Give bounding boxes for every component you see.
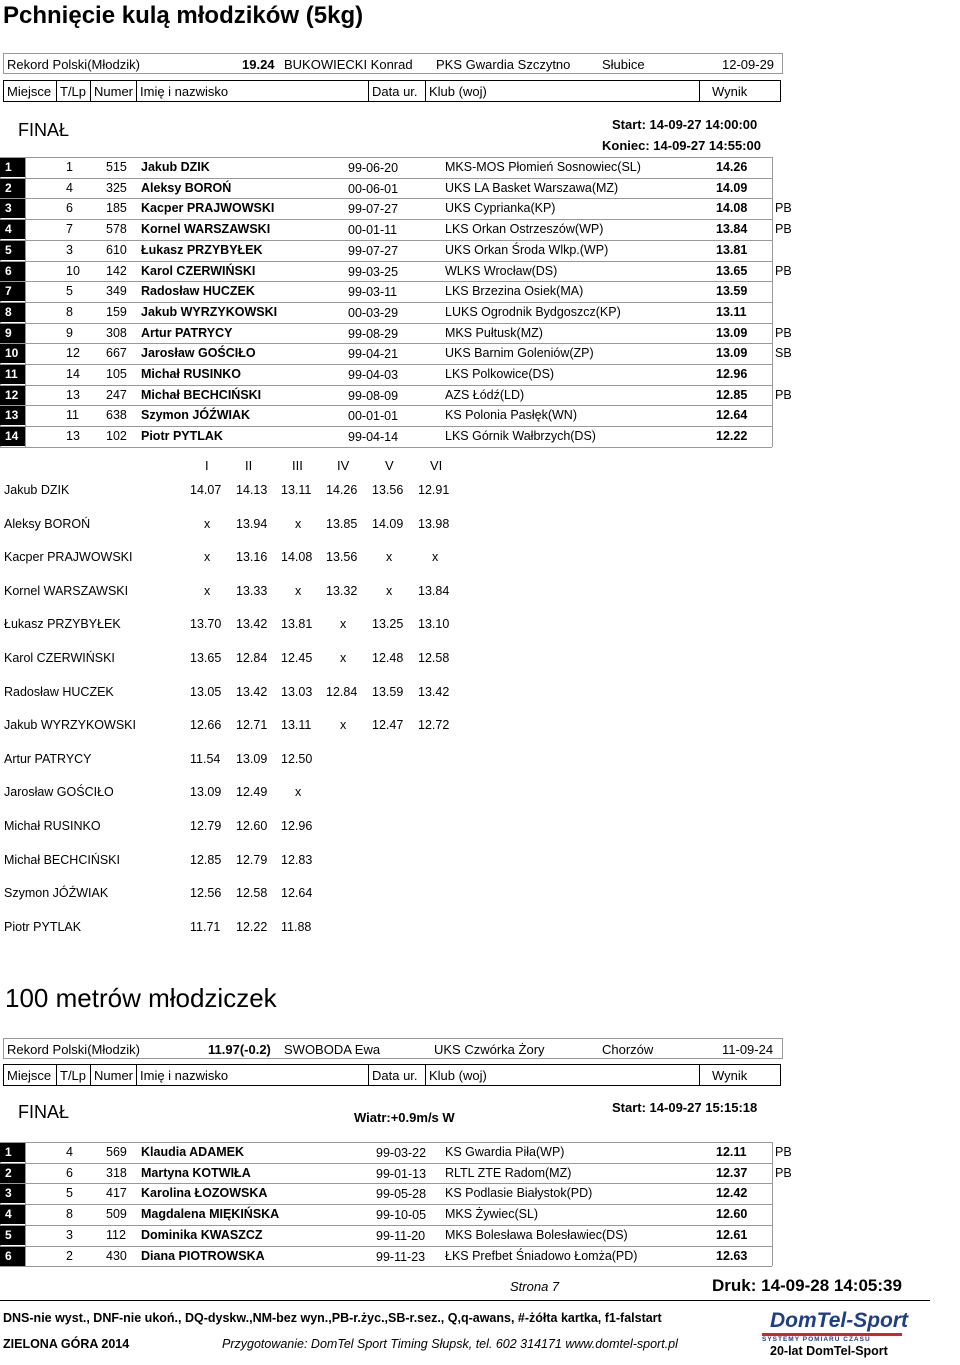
bib-number-cell: 509	[106, 1207, 127, 1222]
attempt-header: II	[245, 458, 253, 473]
page-number: Strona 7	[510, 1279, 560, 1294]
attempt-value: 13.85	[326, 516, 358, 531]
bib-number-cell: 667	[106, 346, 127, 361]
club-cell: KS Polonia Pasłęk(WN)	[445, 408, 577, 423]
birth-date-cell: 00-01-11	[348, 223, 398, 238]
attempt-athlete-name: Jakub WYRZYKOWSKI	[4, 718, 136, 733]
lane-cell: 7	[66, 222, 73, 237]
result-cell: 13.65	[716, 263, 748, 278]
record-label: Rekord Polski(Młodzik)	[7, 1042, 140, 1057]
athlete-name-cell: Michał RUSINKO	[141, 367, 242, 381]
attempt-value: 12.79	[236, 852, 268, 867]
bib-number-cell: 610	[106, 242, 127, 257]
logo-tagline: 20-lat DomTel-Sport	[770, 1344, 888, 1358]
attempt-athlete-name: Kacper PRAJWOWSKI	[4, 550, 133, 565]
place-cell: 5	[0, 241, 25, 260]
section2-title: 100 metrów młodziczek	[5, 983, 277, 1013]
athlete-name-cell: Kornel WARSZAWSKI	[141, 222, 271, 237]
record-holder: SWOBODA Ewa	[284, 1042, 381, 1057]
result-cell: 12.63	[716, 1248, 748, 1263]
attempt-value: 13.09	[236, 751, 268, 766]
athlete-name-cell: Kacper PRAJWOWSKI	[141, 201, 275, 216]
birth-date-cell: 99-07-27	[348, 243, 399, 258]
bib-number-cell: 102	[106, 429, 127, 444]
bib-number-cell: 159	[106, 304, 127, 319]
attempt-value: x	[340, 651, 347, 665]
result-cell: 12.96	[716, 367, 748, 381]
athlete-name-cell: Szymon JÓŹWIAK	[141, 408, 251, 423]
record-note-cell: PB	[775, 325, 792, 340]
attempt-value: 14.07	[190, 483, 222, 497]
place-cell: 2	[0, 179, 25, 198]
lane-cell: 2	[66, 1248, 73, 1263]
bib-number-cell: 318	[106, 1165, 127, 1180]
attempt-athlete-name: Michał BECHCIŃSKI	[4, 852, 120, 867]
column-divider	[772, 1142, 773, 1266]
club-cell: ŁKS Prefbet Śniadowo Łomża(PD)	[445, 1248, 638, 1263]
lane-cell: 8	[66, 304, 73, 319]
club-cell: MKS-MOS Płomień Sosnowiec(SL)	[445, 160, 641, 174]
header-name: Imię i nazwisko	[136, 80, 369, 102]
attempt-value: 13.10	[418, 617, 450, 632]
header-result: Wynik	[699, 80, 781, 102]
attempt-value: 13.16	[236, 550, 268, 565]
birth-date-cell: 99-11-23	[376, 1249, 426, 1264]
record-note-cell: PB	[775, 222, 792, 237]
end-time: Koniec: 14-09-27 14:55:00	[602, 138, 761, 153]
event-name: ZIELONA GÓRA 2014	[3, 1337, 130, 1351]
attempt-value: x	[386, 550, 393, 565]
start-time: Start: 14-09-27 14:00:00	[612, 117, 758, 132]
club-cell: MKS Żywiec(SL)	[445, 1207, 539, 1222]
attempt-value: 12.56	[190, 886, 222, 901]
birth-date-cell: 99-04-21	[348, 347, 399, 362]
birth-date-cell: 99-05-28	[376, 1187, 427, 1202]
attempt-value: x	[295, 785, 302, 800]
bib-number-cell: 105	[106, 367, 127, 381]
record-holder: BUKOWIECKI Konrad	[284, 57, 413, 72]
record-place: Chorzów	[602, 1042, 654, 1057]
header-number: Numer	[90, 80, 137, 102]
attempt-value: 12.47	[372, 718, 404, 733]
attempt-value: 13.33	[236, 583, 268, 598]
attempt-value: 13.84	[418, 583, 450, 598]
attempt-value: 11.88	[281, 919, 312, 934]
record-label: Rekord Polski(Młodzik)	[7, 57, 140, 72]
birth-date-cell: 99-07-27	[348, 202, 399, 217]
birth-date-cell: 99-03-25	[348, 264, 399, 279]
club-cell: KS Gwardia Piła(WP)	[445, 1145, 565, 1159]
birth-date-cell: 99-04-14	[348, 430, 399, 445]
bib-number-cell: 638	[106, 408, 127, 423]
club-cell: WLKS Wrocław(DS)	[445, 263, 558, 278]
header-club: Klub (woj)	[425, 1064, 700, 1086]
header-place: Miejsce	[3, 1064, 57, 1086]
lane-cell: 9	[66, 325, 73, 340]
place-cell: 5	[0, 1226, 25, 1245]
attempt-athlete-name: Kornel WARSZAWSKI	[4, 583, 129, 598]
club-cell: UKS Orkan Środa Wlkp.(WP)	[445, 242, 609, 257]
attempt-value: 12.71	[236, 718, 268, 733]
header-place: Miejsce	[3, 80, 57, 102]
attempt-value: 13.11	[281, 483, 312, 497]
logo-subtitle: SYSTEMY POMIARU CZASU	[762, 1336, 871, 1343]
bib-number-cell: 308	[106, 325, 127, 340]
result-cell: 12.42	[716, 1186, 748, 1201]
place-cell: 13	[0, 406, 25, 425]
attempt-value: 14.13	[236, 483, 268, 497]
attempt-header: III	[292, 458, 303, 473]
wind-reading: Wiatr:+0.9m/s W	[354, 1110, 455, 1125]
attempt-athlete-name: Jarosław GOŚCIŁO	[4, 785, 114, 800]
attempt-value: x	[340, 617, 347, 632]
attempt-athlete-name: Piotr PYTLAK	[4, 919, 82, 934]
attempt-value: 13.56	[326, 550, 358, 565]
bib-number-cell: 430	[106, 1248, 127, 1263]
lane-cell: 13	[66, 429, 80, 444]
attempt-value: x	[295, 516, 302, 531]
attempt-athlete-name: Aleksy BOROŃ	[4, 516, 91, 531]
attempt-header: VI	[430, 458, 443, 473]
attempt-value: 12.50	[281, 751, 313, 766]
attempt-value: 13.05	[190, 684, 222, 699]
attempt-value: 12.49	[236, 785, 268, 800]
place-cell: 12	[0, 386, 25, 405]
result-cell: 12.61	[716, 1227, 748, 1242]
result-cell: 12.22	[716, 429, 748, 444]
attempt-value: 13.09	[190, 785, 222, 800]
attempt-value: 13.32	[326, 583, 358, 598]
club-cell: LKS Górnik Wałbrzych(DS)	[445, 429, 596, 444]
athlete-name-cell: Michał BECHCIŃSKI	[141, 387, 262, 402]
athlete-name-cell: Karol CZERWIŃSKI	[141, 263, 256, 278]
club-cell: MKS Pułtusk(MZ)	[445, 325, 543, 340]
lane-cell: 4	[66, 180, 73, 195]
athlete-name-cell: Łukasz PRZYBYŁEK	[141, 242, 263, 257]
place-cell: 7	[0, 282, 25, 301]
athlete-name-cell: Magdalena MIĘKIŃSKA	[141, 1207, 280, 1222]
column-divider	[25, 157, 26, 447]
attempt-value: x	[432, 550, 439, 565]
birth-date-cell: 00-03-29	[348, 305, 399, 320]
place-cell: 8	[0, 303, 25, 322]
attempt-value: 12.72	[418, 718, 450, 733]
record-note-cell: PB	[775, 387, 792, 402]
result-cell: 13.09	[716, 325, 748, 340]
attempt-value: 12.60	[236, 819, 268, 833]
place-cell: 10	[0, 344, 25, 363]
attempt-value: 12.58	[236, 886, 268, 901]
bib-number-cell: 325	[106, 180, 127, 195]
result-cell: 13.11	[716, 304, 747, 319]
attempt-value: x	[340, 718, 347, 733]
header-lane: T/Lp	[56, 80, 91, 102]
bib-number-cell: 569	[106, 1145, 127, 1159]
athlete-name-cell: Klaudia ADAMEK	[141, 1145, 245, 1159]
bib-number-cell: 247	[106, 387, 127, 402]
record-note-cell: PB	[775, 1165, 792, 1180]
birth-date-cell: 99-06-20	[348, 161, 399, 175]
athlete-name-cell: Martyna KOTWIŁA	[141, 1165, 251, 1180]
header-lane: T/Lp	[56, 1064, 91, 1086]
round-label: FINAŁ	[18, 1102, 70, 1122]
attempt-value: 14.09	[372, 516, 404, 531]
birth-date-cell: 99-01-13	[376, 1166, 427, 1181]
attempt-value: 12.48	[372, 651, 404, 665]
attempt-value: 13.25	[372, 617, 404, 632]
attempt-value: 13.11	[281, 718, 312, 733]
result-cell: 12.37	[716, 1165, 748, 1180]
lane-cell: 8	[66, 1207, 73, 1222]
record-value: 11.97(-0.2)	[208, 1042, 271, 1057]
club-cell: AZS Łódź(LD)	[445, 387, 525, 402]
club-cell: LKS Polkowice(DS)	[445, 367, 555, 381]
attempt-value: 12.84	[236, 651, 268, 665]
record-value: 19.24	[242, 57, 275, 72]
place-cell: 14	[0, 427, 25, 446]
athlete-name-cell: Jarosław GOŚCIŁO	[141, 346, 256, 361]
header-result: Wynik	[699, 1064, 781, 1086]
place-cell: 1	[0, 158, 25, 177]
attempt-value: 13.98	[418, 516, 450, 531]
attempt-value: 13.94	[236, 516, 268, 531]
domtel-logo	[756, 1309, 916, 1359]
bib-number-cell: 112	[106, 1227, 126, 1242]
birth-date-cell: 99-04-03	[348, 368, 399, 382]
athlete-name-cell: Radosław HUCZEK	[141, 284, 255, 299]
record-date: 11-09-24	[722, 1042, 774, 1057]
record-place: Słubice	[602, 57, 645, 72]
attempt-value: 11.71	[190, 919, 221, 934]
header-name: Imię i nazwisko	[136, 1064, 369, 1086]
record-note-cell: SB	[775, 346, 792, 361]
record-club: PKS Gwardia Szczytno	[436, 57, 571, 72]
result-cell: 12.85	[716, 387, 748, 402]
athlete-name-cell: Jakub WYRZYKOWSKI	[141, 304, 278, 319]
attempt-value: 12.45	[281, 651, 313, 665]
attempt-value: 13.59	[372, 684, 404, 699]
birth-date-cell: 99-10-05	[376, 1208, 427, 1223]
club-cell: LKS Orkan Ostrzeszów(WP)	[445, 222, 604, 237]
lane-cell: 6	[66, 1165, 73, 1180]
attempt-value: 12.58	[418, 651, 450, 665]
footer-rule	[0, 1300, 930, 1301]
place-cell: 11	[0, 365, 25, 384]
header-dob: Data ur.	[368, 80, 426, 102]
record-date: 12-09-29	[722, 57, 775, 72]
header-club: Klub (woj)	[425, 80, 700, 102]
attempt-value: 12.64	[281, 886, 313, 901]
lane-cell: 10	[66, 263, 80, 278]
prepared-by: Przygotowanie: DomTel Sport Timing Słupsk, tel. 602 314171 www.domtel-sport.pl	[222, 1337, 678, 1351]
attempt-value: 12.22	[236, 919, 268, 934]
attempt-value: 12.96	[281, 819, 313, 833]
club-cell: LUKS Ogrodnik Bydgoszcz(KP)	[445, 304, 621, 319]
attempt-header: IV	[337, 458, 350, 473]
print-timestamp: Druk: 14-09-28 14:05:39	[712, 1276, 902, 1295]
lane-cell: 6	[66, 201, 73, 216]
section1-title: Pchnięcie kulą młodzików (5kg)	[3, 2, 364, 29]
athlete-name-cell: Aleksy BOROŃ	[141, 180, 232, 195]
attempt-athlete-name: Jakub DZIK	[4, 483, 70, 497]
athlete-name-cell: Diana PIOTROWSKA	[141, 1248, 265, 1263]
attempt-header: V	[385, 458, 394, 473]
column-divider	[772, 157, 773, 447]
bib-number-cell: 515	[106, 160, 127, 174]
attempt-athlete-name: Radosław HUCZEK	[4, 684, 114, 699]
bib-number-cell: 142	[106, 263, 127, 278]
place-cell: 3	[0, 1184, 25, 1203]
result-cell: 14.08	[716, 201, 748, 216]
attempt-value: 12.66	[190, 718, 222, 733]
birth-date-cell: 99-03-22	[376, 1146, 427, 1160]
attempt-value: 11.54	[190, 751, 221, 766]
birth-date-cell: 99-03-11	[348, 285, 398, 300]
attempt-value: 14.08	[281, 550, 313, 565]
bib-number-cell: 185	[106, 201, 127, 216]
club-cell: UKS Barnim Goleniów(ZP)	[445, 346, 594, 361]
attempt-value: 12.83	[281, 852, 313, 867]
lane-cell: 12	[66, 346, 80, 361]
start-time: Start: 14-09-27 15:15:18	[612, 1100, 758, 1115]
attempt-athlete-name: Karol CZERWIŃSKI	[4, 651, 115, 665]
attempt-athlete-name: Szymon JÓŹWIAK	[4, 886, 109, 901]
place-cell: 6	[0, 262, 25, 281]
lane-cell: 1	[66, 160, 73, 174]
place-cell: 9	[0, 324, 25, 343]
attempt-value: 13.70	[190, 617, 222, 632]
lane-cell: 14	[66, 367, 80, 381]
round-label: FINAŁ	[18, 120, 70, 140]
club-cell: UKS LA Basket Warszawa(MZ)	[445, 180, 619, 195]
place-cell: 1	[0, 1143, 25, 1162]
attempt-athlete-name: Łukasz PRZYBYŁEK	[4, 617, 121, 632]
bib-number-cell: 349	[106, 284, 127, 299]
header-dob: Data ur.	[368, 1064, 426, 1086]
result-cell: 12.60	[716, 1207, 748, 1222]
column-divider	[25, 1142, 26, 1266]
record-club: UKS Czwórka Żory	[434, 1042, 545, 1057]
athlete-name-cell: Artur PATRYCY	[141, 325, 233, 340]
attempt-value: x	[386, 583, 393, 598]
birth-date-cell: 00-01-01	[348, 409, 399, 424]
legend-text: DNS-nie wyst., DNF-nie ukoń., DQ-dyskw.,NM-bez wyn.,PB-r.życ.,SB-r.sez., Q,q-awans, #-żółta kartka, f1-falstart	[3, 1311, 662, 1325]
lane-cell: 4	[66, 1145, 73, 1159]
result-cell: 13.81	[716, 242, 748, 257]
attempt-value: x	[295, 583, 302, 598]
attempt-athlete-name: Artur PATRYCY	[4, 751, 92, 766]
club-cell: KS Podlasie Białystok(PD)	[445, 1186, 593, 1201]
place-cell: 4	[0, 1205, 25, 1224]
attempt-value: 13.81	[281, 617, 313, 632]
place-cell: 4	[0, 220, 25, 239]
athlete-name-cell: Karolina ŁOZOWSKA	[141, 1186, 268, 1201]
lane-cell: 5	[66, 284, 73, 299]
athlete-name-cell: Dominika KWASZCZ	[141, 1227, 263, 1242]
logo-text: DomTel-Sport	[770, 1309, 909, 1332]
attempt-value: 13.42	[418, 684, 450, 699]
birth-date-cell: 00-06-01	[348, 181, 399, 196]
result-cell: 13.59	[716, 284, 748, 299]
club-cell: RLTL ZTE Radom(MZ)	[445, 1165, 572, 1180]
attempt-value: 12.84	[326, 684, 358, 699]
attempt-value: 12.91	[418, 483, 450, 497]
record-note-cell: PB	[775, 1145, 792, 1159]
lane-cell: 5	[66, 1186, 73, 1201]
section1-record-row	[3, 53, 783, 74]
attempt-value: x	[204, 516, 211, 531]
result-cell: 12.64	[716, 408, 748, 423]
bib-number-cell: 578	[106, 222, 127, 237]
attempt-value: 12.79	[190, 819, 222, 833]
attempt-value: x	[204, 550, 211, 565]
place-cell: 2	[0, 1164, 25, 1183]
club-cell: UKS Cyprianka(KP)	[445, 201, 556, 216]
club-cell: LKS Brzezina Osiek(MA)	[445, 284, 584, 299]
club-cell: MKS Bolesława Bolesławiec(DS)	[445, 1227, 628, 1242]
header-number: Numer	[90, 1064, 137, 1086]
result-cell: 12.11	[716, 1145, 747, 1159]
birth-date-cell: 99-08-09	[348, 388, 399, 403]
athlete-name-cell: Piotr PYTLAK	[141, 429, 223, 444]
birth-date-cell: 99-08-29	[348, 326, 399, 341]
place-cell: 6	[0, 1247, 25, 1266]
place-cell: 3	[0, 199, 25, 218]
attempt-value: 13.65	[190, 651, 222, 665]
attempt-value: 13.03	[281, 684, 313, 699]
birth-date-cell: 99-11-20	[376, 1228, 426, 1243]
section2-record-row	[3, 1038, 783, 1059]
bib-number-cell: 417	[106, 1186, 127, 1201]
athlete-name-cell: Jakub DZIK	[141, 160, 210, 174]
attempt-value: 13.56	[372, 483, 404, 497]
lane-cell: 3	[66, 242, 73, 257]
result-cell: 14.09	[716, 180, 748, 195]
attempt-value: 12.85	[190, 852, 222, 867]
attempt-value: x	[204, 583, 211, 598]
attempt-value: 14.26	[326, 483, 358, 497]
lane-cell: 13	[66, 387, 80, 402]
result-cell: 13.09	[716, 346, 748, 361]
result-cell: 14.26	[716, 160, 748, 174]
lane-cell: 11	[66, 408, 79, 423]
attempt-value: 13.42	[236, 617, 268, 632]
attempt-header: I	[205, 458, 209, 473]
lane-cell: 3	[66, 1227, 73, 1242]
record-note-cell: PB	[775, 263, 792, 278]
attempt-value: 13.42	[236, 684, 268, 699]
attempt-athlete-name: Michał RUSINKO	[4, 819, 101, 833]
record-note-cell: PB	[775, 201, 792, 216]
result-cell: 13.84	[716, 222, 748, 237]
